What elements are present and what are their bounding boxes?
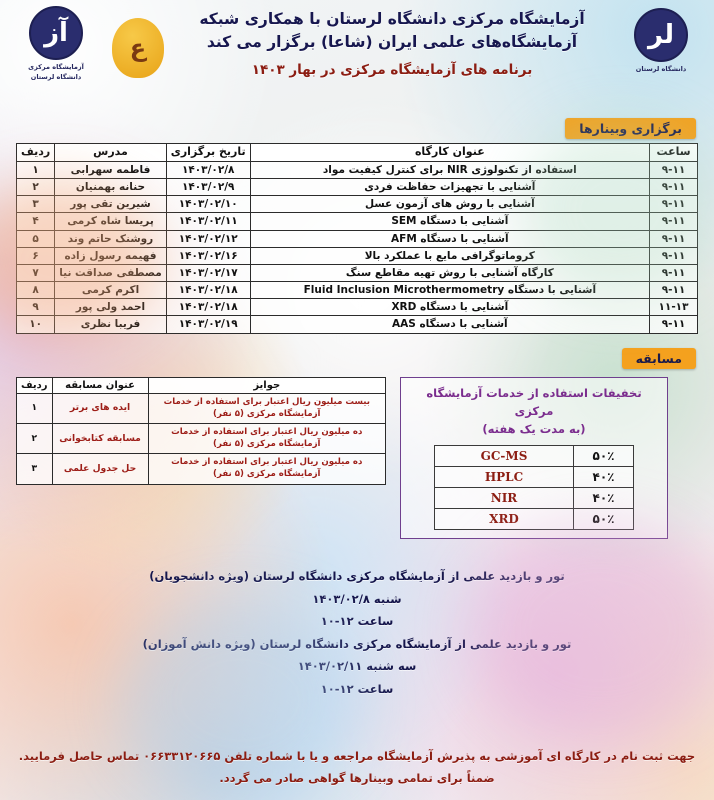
cell-date: ۱۴۰۳/۰۲/۱۷ bbox=[166, 264, 250, 281]
table-row bbox=[17, 179, 698, 196]
webinars-label-row bbox=[0, 118, 714, 139]
cell-presenter: فریبا نظری bbox=[55, 316, 167, 333]
university-logo bbox=[618, 8, 704, 98]
university-logo-mark: لر bbox=[634, 8, 688, 62]
cell-index: ۷ bbox=[17, 264, 55, 281]
cell-date: ۱۴۰۳/۰۲/۱۸ bbox=[166, 299, 250, 316]
cell-instrument-name: NIR bbox=[435, 488, 574, 509]
cell-index: ۴ bbox=[17, 213, 55, 230]
tour-line-1: تور و بازدید علمی از آزمایشگاه مرکزی دانشگاه لرستان (ویژه دانشجویان) bbox=[149, 569, 565, 584]
flask-icon-mark: ع bbox=[112, 18, 164, 78]
cell-date: ۱۴۰۳/۰۲/۱۲ bbox=[166, 230, 250, 247]
table-header-row bbox=[17, 144, 698, 162]
cell-time: ۹-۱۱ bbox=[650, 196, 698, 213]
cell-index: ۳ bbox=[17, 196, 55, 213]
col-header-title: عنوان کارگاه bbox=[250, 144, 649, 162]
table-row bbox=[17, 316, 698, 333]
cell-discount-percent: ۴۰٪ bbox=[574, 488, 634, 509]
cell-time: ۹-۱۱ bbox=[650, 247, 698, 264]
poster-title-line1: آزمایشگاه مرکزی دانشگاه لرستان با همکاری شبکه bbox=[199, 10, 585, 28]
poster-header bbox=[0, 0, 714, 110]
cell-presenter: حنانه بهمنیان bbox=[55, 179, 167, 196]
poster-subtitle: برنامه های آزمایشگاه مرکزی در بهار ۱۴۰۳ bbox=[251, 61, 533, 78]
col-header-presenter: مدرس bbox=[55, 144, 167, 162]
discount-title-line1: تخفیفات استفاده از خدمات آزمایشگاه مرکزی bbox=[426, 385, 642, 418]
cell-presenter: مصطفی صداقت نیا bbox=[55, 264, 167, 281]
cell-index: ۶ bbox=[17, 247, 55, 264]
cell-title: آشنایی با دستگاه AAS bbox=[250, 316, 649, 333]
cell-discount-percent: ۴۰٪ bbox=[574, 466, 634, 487]
cell-time: ۱۱-۱۳ bbox=[650, 299, 698, 316]
tour-block bbox=[127, 565, 587, 700]
cell-index: ۲ bbox=[17, 179, 55, 196]
tour-line-4: تور و بازدید علمی از آزمایشگاه مرکزی دانشگاه لرستان (ویژه دانش آموزان) bbox=[142, 636, 572, 651]
poster-title-line2: آزمایشگاه‌های علمی ایران (شاعا) برگزار می کند bbox=[206, 33, 578, 52]
cell-date: ۱۴۰۳/۰۲/۱۸ bbox=[166, 282, 250, 299]
cell-prize: ده میلیون ریال اعتبار برای استفاده از خدمات آزمایشگاه مرکزی (۵ نفر) bbox=[148, 424, 385, 454]
footer-contact-line: جهت ثبت نام در کارگاه ای آموزشی به پذیرش آزمایشگاه مراجعه و یا با شماره تلفن ۰۶۶۳۳۱۲۰۶۶۵ تماس حاصل فرمایید. bbox=[18, 749, 696, 764]
cell-index: ۸ bbox=[17, 282, 55, 299]
cell-presenter: فاطمه سهرابی bbox=[55, 161, 167, 178]
cell-competition-name: مسابقه کتابخوانی bbox=[52, 424, 148, 454]
cell-competition-name: حل جدول علمی bbox=[52, 454, 148, 484]
cell-date: ۱۴۰۳/۰۲/۱۶ bbox=[166, 247, 250, 264]
cell-competition-name: ایده های برتر bbox=[52, 394, 148, 424]
table-row bbox=[17, 394, 386, 424]
cell-presenter: احمد ولی پور bbox=[55, 299, 167, 316]
tour-line-3: ساعت ۱۲-۱۰ bbox=[320, 614, 394, 629]
table-row bbox=[17, 161, 698, 178]
cell-time: ۹-۱۱ bbox=[650, 316, 698, 333]
table-header-row bbox=[17, 377, 386, 394]
table-row bbox=[435, 509, 634, 530]
cell-title: استفاده از تکنولوژی NIR برای کنترل کیفیت مواد bbox=[250, 161, 649, 178]
central-lab-logo bbox=[8, 6, 104, 100]
cell-discount-percent: ۵۰٪ bbox=[574, 445, 634, 466]
table-row bbox=[435, 466, 634, 487]
competition-section-label: مسابقه bbox=[622, 348, 696, 369]
competition-table bbox=[16, 377, 386, 485]
competition-label-row bbox=[0, 348, 714, 369]
col-header-prizes: جوایز bbox=[148, 377, 385, 394]
cell-title: آشنایی با دستگاه SEM bbox=[250, 213, 649, 230]
table-row bbox=[17, 247, 698, 264]
table-row bbox=[17, 424, 386, 454]
cell-date: ۱۴۰۳/۰۲/۱۰ bbox=[166, 196, 250, 213]
cell-date: ۱۴۰۳/۰۲/۱۱ bbox=[166, 213, 250, 230]
cell-date: ۱۴۰۳/۰۲/۹ bbox=[166, 179, 250, 196]
webinars-table bbox=[16, 143, 698, 334]
cell-date: ۱۴۰۳/۰۲/۸ bbox=[166, 161, 250, 178]
cell-time: ۹-۱۱ bbox=[650, 264, 698, 281]
table-row bbox=[17, 454, 386, 484]
cell-title: آشنایی با دستگاه Fluid Inclusion Microthermometry bbox=[250, 282, 649, 299]
webinars-section-label: برگزاری وبینارها bbox=[565, 118, 696, 139]
cell-presenter: پریسا شاه کرمی bbox=[55, 213, 167, 230]
cell-title: آشنایی با دستگاه XRD bbox=[250, 299, 649, 316]
cell-index: ۹ bbox=[17, 299, 55, 316]
table-row bbox=[435, 445, 634, 466]
tour-line-2: شنبه ۱۴۰۳/۰۲/۸ bbox=[312, 591, 402, 606]
cell-index: ۳ bbox=[17, 454, 53, 484]
cell-time: ۹-۱۱ bbox=[650, 179, 698, 196]
cell-discount-percent: ۵۰٪ bbox=[574, 509, 634, 530]
cell-time: ۹-۱۱ bbox=[650, 230, 698, 247]
cell-instrument-name: HPLC bbox=[435, 466, 574, 487]
table-row bbox=[17, 230, 698, 247]
cell-title: کارگاه آشنایی با روش تهیه مقاطع سنگ bbox=[250, 264, 649, 281]
cell-title: کروماتوگرافی مایع با عملکرد بالا bbox=[250, 247, 649, 264]
cell-index: ۱ bbox=[17, 394, 53, 424]
poster-footer bbox=[0, 746, 714, 790]
cell-index: ۱۰ bbox=[17, 316, 55, 333]
central-lab-logo-caption: آزمایشگاه مرکزی دانشگاه لرستان bbox=[28, 63, 84, 81]
cell-presenter: شیرین تقی پور bbox=[55, 196, 167, 213]
cell-time: ۹-۱۱ bbox=[650, 282, 698, 299]
cell-presenter: فهیمه رسول زاده bbox=[55, 247, 167, 264]
cell-prize: بیست میلیون ریال اعتبار برای استفاده از خدمات آزمایشگاه مرکزی (۵ نفر) bbox=[148, 394, 385, 424]
tour-line-5: سه شنبه ۱۴۰۳/۰۲/۱۱ bbox=[297, 659, 417, 674]
cell-index: ۱ bbox=[17, 161, 55, 178]
cell-index: ۲ bbox=[17, 424, 53, 454]
table-row bbox=[17, 196, 698, 213]
col-header-index: ردیف bbox=[17, 144, 55, 162]
cell-prize: ده میلیون ریال اعتبار برای استفاده از خدمات آزمایشگاه مرکزی (۵ نفر) bbox=[148, 454, 385, 484]
cell-title: آشنایی با روش های آزمون عسل bbox=[250, 196, 649, 213]
table-row bbox=[435, 488, 634, 509]
cell-index: ۵ bbox=[17, 230, 55, 247]
tour-line-6: ساعت ۱۲-۱۰ bbox=[320, 681, 394, 696]
cell-presenter: اکرم کرمی bbox=[55, 282, 167, 299]
table-row bbox=[17, 264, 698, 281]
poster-title-block bbox=[170, 8, 614, 78]
discount-box bbox=[400, 377, 668, 540]
competition-discount-row bbox=[0, 377, 714, 540]
col-header-index: ردیف bbox=[17, 377, 53, 394]
table-row bbox=[17, 282, 698, 299]
cell-presenter: روشنک حاتم وند bbox=[55, 230, 167, 247]
table-row bbox=[17, 213, 698, 230]
footer-certificate-line: ضمناً برای تمامی وبینارها گواهی صادر می گردد. bbox=[219, 771, 495, 786]
col-header-competition-name: عنوان مسابقه bbox=[52, 377, 148, 394]
central-lab-logo-mark: آز bbox=[29, 6, 83, 60]
cell-time: ۹-۱۱ bbox=[650, 213, 698, 230]
table-row bbox=[17, 299, 698, 316]
cell-time: ۹-۱۱ bbox=[650, 161, 698, 178]
flask-icon bbox=[110, 14, 166, 82]
cell-date: ۱۴۰۳/۰۲/۱۹ bbox=[166, 316, 250, 333]
col-header-date: تاریخ برگزاری bbox=[166, 144, 250, 162]
cell-instrument-name: GC-MS bbox=[435, 445, 574, 466]
col-header-time: ساعت bbox=[650, 144, 698, 162]
cell-title: آشنایی با تجهیزات حفاظت فردی bbox=[250, 179, 649, 196]
discount-table bbox=[434, 445, 634, 531]
cell-instrument-name: XRD bbox=[435, 509, 574, 530]
cell-title: آشنایی با دستگاه AFM bbox=[250, 230, 649, 247]
university-logo-caption: دانشگاه لرستان bbox=[635, 65, 687, 73]
discount-title-line2: (به مدت یک هفته) bbox=[482, 422, 586, 437]
webinars-table-wrap bbox=[0, 139, 714, 334]
